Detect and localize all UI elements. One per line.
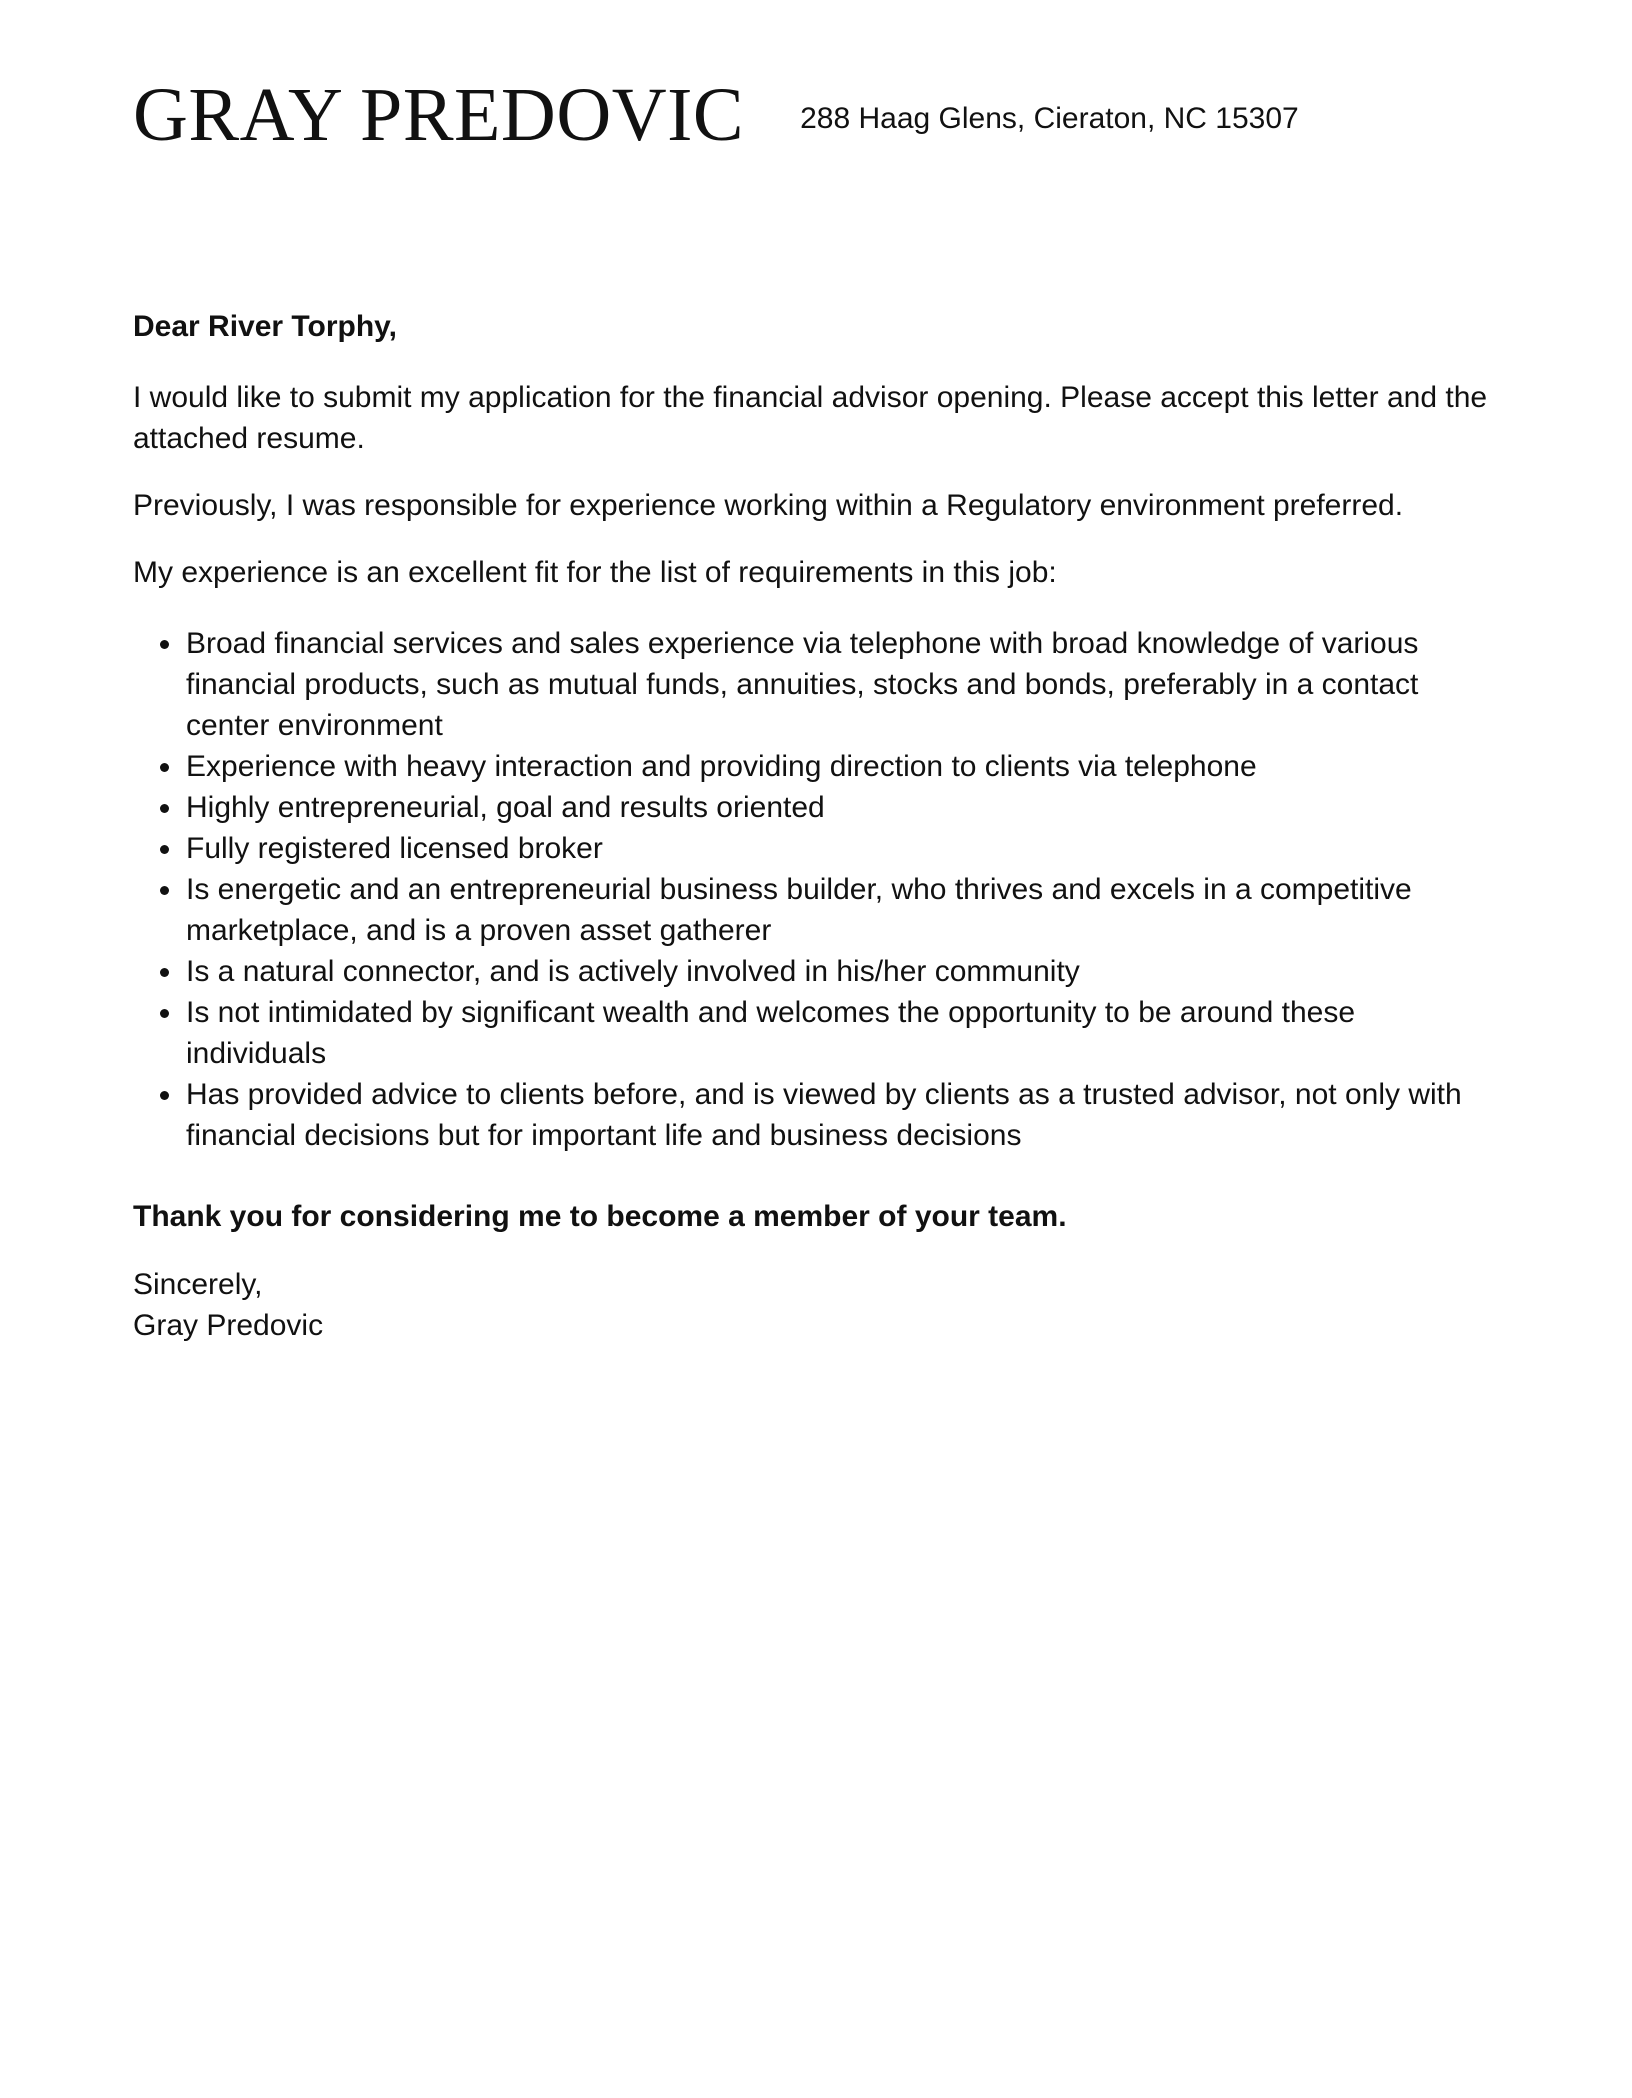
signature-name: Gray Predovic xyxy=(133,1308,324,1342)
closing-statement: Thank you for considering me to become a member of your team. xyxy=(133,1199,1067,1233)
paragraph-previous-role: Previously, I was responsible for experience working within a Regulatory environment preferred. xyxy=(133,488,1404,522)
salutation: Dear River Torphy, xyxy=(133,309,397,343)
requirement-item: • Fully registered licensed broker xyxy=(184,828,1499,869)
requirement-item: • Is not intimidated by significant wealth and welcomes the opportunity to be around these individuals xyxy=(184,992,1499,1074)
applicant-name: GRAY PREDOVIC xyxy=(133,73,745,157)
signoff: Sincerely, xyxy=(133,1267,263,1301)
requirement-item: • Is energetic and an entrepreneurial business builder, who thrives and excels in a competitive marketplace, and is a proven asset gatherer xyxy=(184,869,1499,951)
requirement-item: • Has provided advice to clients before, and is viewed by clients as a trusted advisor, not only with financial decisions but for important life and business decisions xyxy=(184,1074,1499,1156)
paragraph-intro: I would like to submit my application for the financial advisor opening. Please accept this letter and the attached resume. xyxy=(133,380,1488,455)
applicant-address: 288 Haag Glens, Cieraton, NC 15307 xyxy=(800,101,1299,135)
requirement-item: • Highly entrepreneurial, goal and results oriented xyxy=(184,787,1499,828)
requirement-item: • Broad financial services and sales experience via telephone with broad knowledge of various financial products, such as mutual funds, annuities, stocks and bonds, preferably in a contact center environment xyxy=(184,623,1499,746)
signature-block xyxy=(133,1264,1499,1346)
requirements-list xyxy=(133,623,1499,1156)
requirement-item: • Is a natural connector, and is actively involved in his/her community xyxy=(184,951,1499,992)
paragraph-fit: My experience is an excellent fit for the list of requirements in this job: xyxy=(133,555,1057,589)
requirement-item: • Experience with heavy interaction and providing direction to clients via telephone xyxy=(184,746,1499,787)
letter-body xyxy=(133,306,1499,1346)
letterhead xyxy=(133,73,1499,157)
